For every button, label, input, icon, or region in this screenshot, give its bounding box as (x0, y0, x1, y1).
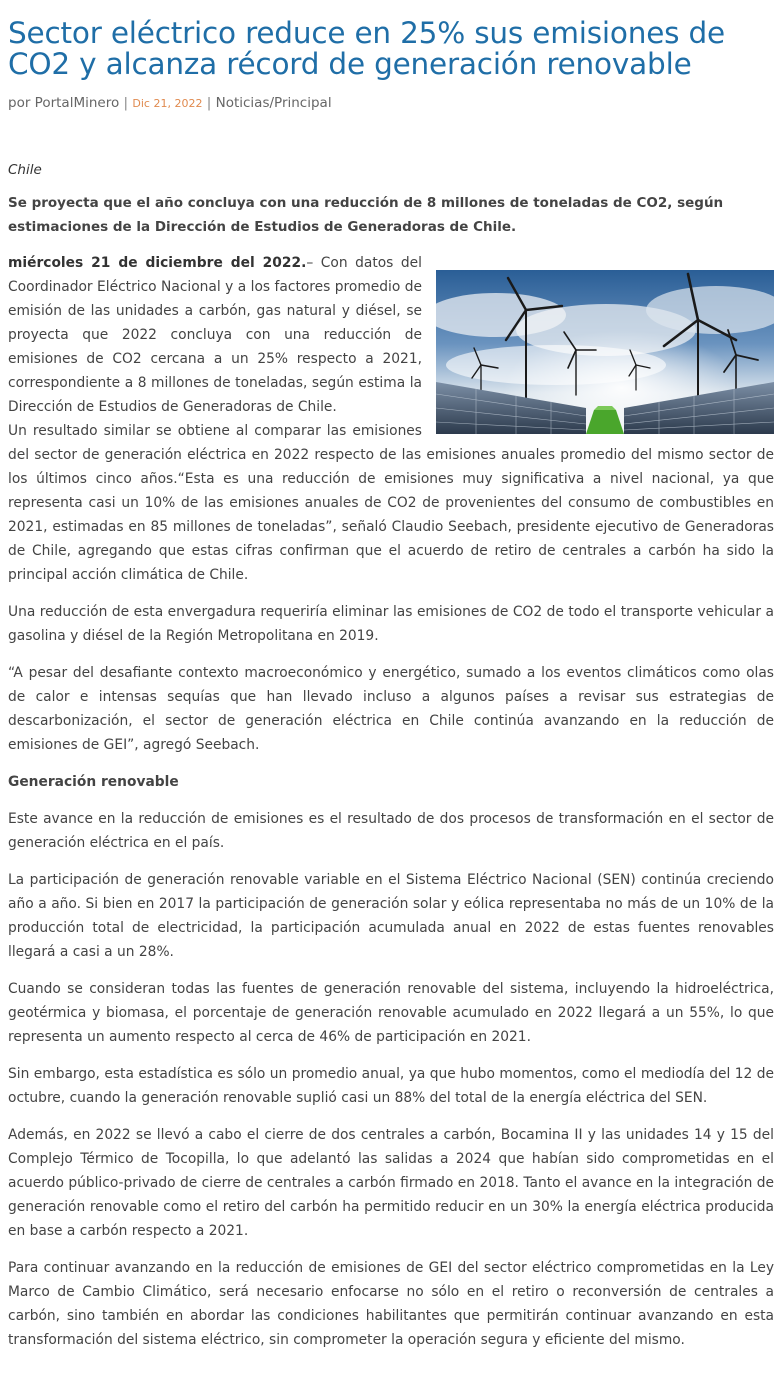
article-lead: Se proyecta que el año concluya con una reducción de 8 millones de toneladas de CO2, según estimaciones de la Dirección de Estudios de Generadoras de Chile. (8, 195, 724, 235)
article-title[interactable]: Sector eléctrico reduce en 25% sus emisiones de CO2 y alcanza récord de generación renovable (8, 16, 726, 81)
paragraph-7: Sin embargo, esta estadística es sólo un promedio anual, ya que hubo momentos, como el mediodía del 12 de octubre, cuando la generación renovable suplió casi un 88% del total de la energía eléctrica del SEN. (8, 1066, 774, 1106)
paragraph-5: La participación de generación renovable variable en el Sistema Eléctrico Nacional (SEN) continúa creciendo año a año. Si bien en 2017 la participación de generación solar y eólica representaba no más de un 10% de la producción total de electricidad, la participación acumulada anual en 2022 de estas fuentes renovables llegará a casi a un 28%. (8, 872, 774, 960)
location-label: Chile (8, 162, 42, 178)
paragraph-1: Un resultado similar se obtiene al comparar las emisiones del sector de generación eléctrica en 2022 respecto de las emisiones anuales promedio del mismo sector de los últimos cinco años.“Esta es una reducción de emisiones muy significativa a nivel nacional, ya que representa casi un 10% de las emisiones anuales de CO2 de provenientes del consumo de combustibles en 2021, estimadas en 85 millones de toneladas”, señaló Claudio Seebach, presidente ejecutivo de Generadoras de Chile, agregando que estas cifras confirman que el acuerdo de retiro de centrales a carbón ha sido la principal acción climática de Chile. (8, 423, 774, 583)
wind-solar-illustration (436, 270, 774, 434)
article-container (0, 18, 782, 1352)
publish-date: Dic 21, 2022 (132, 97, 203, 110)
intro-date: miércoles 21 de diciembre del 2022. (8, 255, 307, 271)
paragraph-6: Cuando se consideran todas las fuentes de generación renovable del sistema, incluyendo la hidroeléctrica, geotérmica y biomasa, el porcentaje de generación renovable acumulado en 2022 llegará a un 55%, lo que representa un aumento respecto al cerca de 46% de participación en 2021. (8, 981, 774, 1045)
author-byline[interactable]: por PortalMinero (8, 95, 120, 111)
intro-text: – Con datos del Coordinador Eléctrico Nacional y a los factores promedio de emisión de las unidades a carbón, gas natural y diésel, se proyecta que 2022 concluya con una reducción de emisiones de CO2 cercana a un 25% respecto a 2021, correspondiente a 8 millones de toneladas, según estima la Dirección de Estudios de Generadoras de Chile. (8, 255, 422, 415)
paragraph-2: Una reducción de esta envergadura requeriría eliminar las emisiones de CO2 de todo el transporte vehicular a gasolina y diésel de la Región Metropolitana en 2019. (8, 604, 774, 644)
paragraph-8: Además, en 2022 se llevó a cabo el cierre de dos centrales a carbón, Bocamina II y las unidades 14 y 15 del Complejo Térmico de Tocopilla, lo que adelantó las salidas a 2024 que habían sido comprometidas en el acuerdo público-privado de cierre de centrales a carbón firmado en 2018. Tanto el avance en la integración de generación renovable como el retiro del carbón ha permitido reducir en un 30% la energía eléctrica producida en base a carbón respecto a 2021. (8, 1127, 774, 1239)
article-meta (8, 93, 774, 114)
paragraph-4: Este avance en la reducción de emisiones es el resultado de dos procesos de transformación en el sector de generación eléctrica en el país. (8, 811, 774, 851)
meta-separator: | (123, 95, 129, 111)
paragraph-9: Para continuar avanzando en la reducción de emisiones de GEI del sector eléctrico comprometidas en la Ley Marco de Cambio Climático, será necesario enfocarse no sólo en el retiro o reconversión de centrales a carbón, sino también en abordar las condiciones habilitantes que permitirán continuar avanzando en esta transformación del sistema eléctrico, sin comprometer la operación segura y eficiente del mismo. (8, 1260, 774, 1348)
paragraph-3: “A pesar del desafiante contexto macroeconómico y energético, sumado a los eventos climáticos como olas de calor e intensas sequías que han llevado incluso a algunos países a revisar sus estrategias de descarbonización, el sector de generación eléctrica en Chile continúa avanzando en la reducción de emisiones de GEI”, agregó Seebach. (8, 665, 774, 753)
article-image[interactable] (436, 270, 774, 434)
section-heading: Generación renovable (8, 774, 179, 790)
meta-separator: | (206, 95, 212, 111)
category-link[interactable]: Noticias/Principal (215, 95, 332, 111)
article-body (8, 251, 774, 587)
